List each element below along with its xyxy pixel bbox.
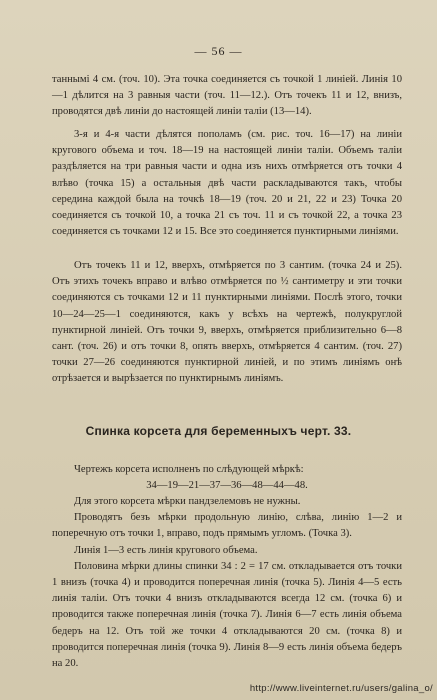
lower-paragraphs (52, 494, 402, 672)
watermark-url: http://www.liveinternet.ru/users/galina_o/ (249, 683, 433, 694)
paragraph-text: Отъ точекъ 11 и 12, вверхъ, отмѣряется по 3 сантим. (точка 24 и 25). Отъ этихъ точекъ вправо и влѣво отмѣряется по ½ сантиметру и эти точки соединяются съ точками 12 и 11 пунктирными линiями. Послѣ этого, точки 10—24—25—1 соединяются, какъ у всѣхъ на чертежѣ, полукруглой пунктирной линiей. Отъ точки 9, вверхъ, отмѣряется приблизительно 6—8 сант. (точ. 26) и отъ точки 8, опять вверхъ, отмѣряется 4 сантим. (точ. 27) точки 27—26 соединяются пунктирной линiей, и по этимъ линiямъ онѣ отрѣзается и вырѣзается по пунктирнымъ линiямъ. (52, 260, 402, 385)
section-title: Спинка корсета для беременныхъ черт. 33. (85, 424, 352, 438)
paragraph-text: Проводятъ безъ мѣрки продольную линiю, слѣва, линiю 1—2 и поперечную отъ точки 1, вправо, подъ прямымъ угломъ. (Точка 3). (52, 512, 402, 540)
paragraph-text: Половина мѣрки длины спинки 34 : 2 = 17 см. откладывается отъ точки 1 внизъ (точка 4) и проводится поперечная линiя (точка 5). Линiя 4—5 есть линiя талiи. Отъ точки 4 внизъ откладываются всегда 12 см. (точка 6) и проводится также поперечная линiя (точка 7). Линiя 6—7 есть линiя объема бедеръ на 12. Отъ той же точки 4 откладываются 20 см. (точка 8) и проводится поперечная линiя (точка 9). Линiя 8—9 есть линiя объема бедеръ на 20. (52, 560, 402, 670)
measure-values: 34—19—21—37—36—48—44—48. (146, 480, 308, 492)
paragraph-2 (52, 127, 402, 240)
paragraph-text: Для этого корсета мѣрки пандзелемовъ не нужны. (74, 496, 301, 507)
paragraph-text: 3-я и 4-я части дѣлятся пополамъ (см. рис. точ. 16—17) на линiи кругового объема и точ. 18—19 на настоящей линiи талiи. Объемъ талiи раздѣляется на три равныя части и одна изъ нихъ отмѣряется отъ точки 4 влѣво (точка 15) а остальныя двѣ части раскладываются такъ, чтобы середина каждой была на точкѣ 18—19 (точ. 20 и 21, 22 и 23) Точка 20 соединяется съ точкой 10, а точка 21 съ точ. 11 и съ точкой 22, а точка 23 соединяется съ точками 12 и 15. Все это соединяется пунктирными линiями. (52, 129, 402, 238)
measure-block (52, 462, 402, 494)
paragraph-3 (52, 258, 402, 388)
paragraph-top (52, 72, 402, 121)
measure-intro: Чертежъ корсета исполненъ по слѣдующей мѣркѣ: (74, 464, 304, 475)
paragraph-text: таннымi 4 см. (точ. 10). Эта точка соединяется съ точкой 1 линiей. Линiя 10—1 дѣлится на 3 равныя части (точ. 11—12.). Отъ точекъ 11 и 12, внизъ, проводятся двѣ линiи до настоящей линiи талiи (13—14). (52, 74, 402, 118)
page-number: — 56 — (194, 44, 243, 58)
paragraph-text: Линiя 1—3 есть линiя кругового объема. (74, 544, 258, 556)
